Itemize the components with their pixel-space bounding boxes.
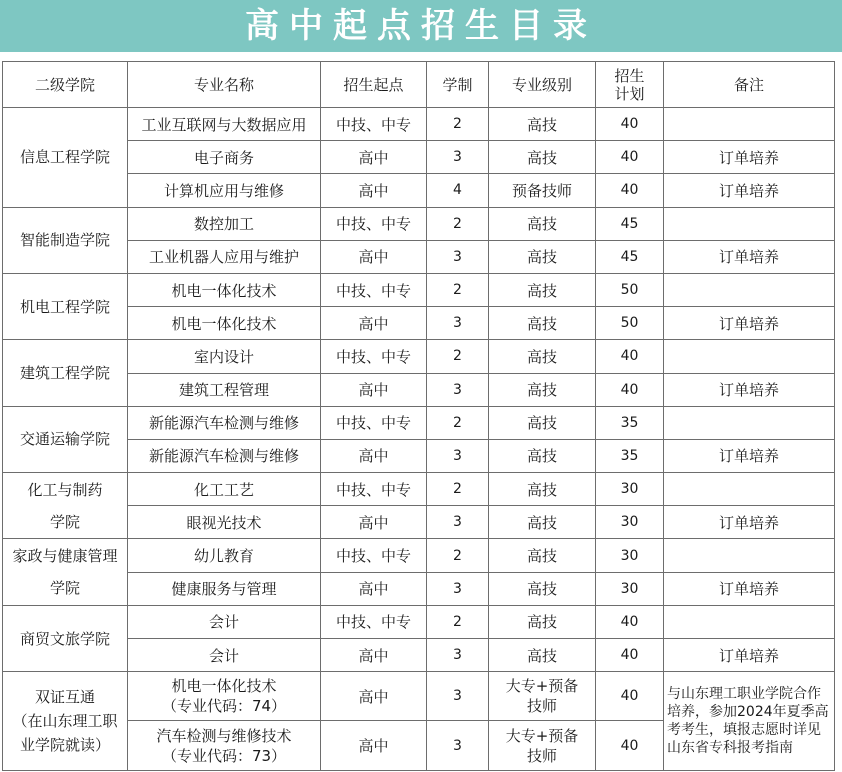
college-name bbox=[3, 340, 128, 406]
major-name: 会计 bbox=[128, 639, 321, 672]
major-level: 预备技师 bbox=[489, 174, 596, 207]
header-plan bbox=[596, 62, 664, 108]
major-level-line: 技师 bbox=[526, 746, 557, 765]
study-years: 3 bbox=[427, 639, 489, 672]
remark bbox=[664, 273, 835, 306]
remark bbox=[664, 473, 835, 506]
study-years: 2 bbox=[427, 340, 489, 373]
remark: 订单培养 bbox=[664, 572, 835, 605]
study-years: 4 bbox=[427, 174, 489, 207]
enroll-plan: 40 bbox=[596, 373, 664, 406]
major-level: 高技 bbox=[489, 108, 596, 141]
header-level: 专业级别 bbox=[489, 62, 596, 108]
table-row bbox=[3, 307, 835, 340]
major-name: 工业机器人应用与维护 bbox=[128, 240, 321, 273]
header-plan-line1: 招生 bbox=[614, 66, 645, 85]
header-row bbox=[3, 62, 835, 108]
major-level: 高技 bbox=[489, 307, 596, 340]
page-title: 高中起点招生目录 bbox=[245, 6, 597, 46]
major-level: 高技 bbox=[489, 506, 596, 539]
college-name bbox=[3, 273, 128, 339]
major-level: 高技 bbox=[489, 141, 596, 174]
major-name: 电子商务 bbox=[128, 141, 321, 174]
college-name-line: 建筑工程学院 bbox=[19, 364, 110, 382]
major-name: 计算机应用与维修 bbox=[128, 174, 321, 207]
enroll-start: 中技、中专 bbox=[321, 340, 427, 373]
enroll-start: 中技、中专 bbox=[321, 108, 427, 141]
study-years: 3 bbox=[427, 572, 489, 605]
major-name bbox=[128, 672, 321, 721]
remark bbox=[664, 108, 835, 141]
remark: 订单培养 bbox=[664, 240, 835, 273]
major-name-line: （专业代码：73） bbox=[161, 746, 287, 765]
college-name bbox=[3, 406, 128, 472]
enroll-start: 中技、中专 bbox=[321, 207, 427, 240]
major-level-line: 大专+预备 bbox=[505, 677, 579, 696]
enroll-plan: 30 bbox=[596, 473, 664, 506]
enroll-start: 高中 bbox=[321, 572, 427, 605]
enroll-start: 中技、中专 bbox=[321, 605, 427, 638]
table-row bbox=[3, 174, 835, 207]
remark: 订单培养 bbox=[664, 373, 835, 406]
remark: 订单培养 bbox=[664, 506, 835, 539]
remark: 订单培养 bbox=[664, 141, 835, 174]
major-level: 高技 bbox=[489, 373, 596, 406]
enroll-plan: 45 bbox=[596, 240, 664, 273]
table-row bbox=[3, 340, 835, 373]
table-row bbox=[3, 639, 835, 672]
study-years: 3 bbox=[427, 307, 489, 340]
table-row bbox=[3, 240, 835, 273]
major-level: 高技 bbox=[489, 207, 596, 240]
table-row bbox=[3, 273, 835, 306]
study-years: 3 bbox=[427, 141, 489, 174]
remark: 订单培养 bbox=[664, 174, 835, 207]
college-name-line: 双证互通 bbox=[34, 688, 95, 707]
major-name: 室内设计 bbox=[128, 340, 321, 373]
major-name: 幼儿教育 bbox=[128, 539, 321, 572]
major-name-line: 机电一体化技术 bbox=[171, 677, 277, 696]
enroll-start: 中技、中专 bbox=[321, 406, 427, 439]
enroll-plan: 50 bbox=[596, 273, 664, 306]
enroll-start: 中技、中专 bbox=[321, 473, 427, 506]
study-years: 2 bbox=[427, 207, 489, 240]
study-years: 3 bbox=[427, 373, 489, 406]
enroll-start: 高中 bbox=[321, 307, 427, 340]
table-row bbox=[3, 605, 835, 638]
major-level: 高技 bbox=[489, 406, 596, 439]
enroll-start: 高中 bbox=[321, 506, 427, 539]
college-name-line: 商贸文旅学院 bbox=[19, 629, 110, 648]
table-row bbox=[3, 141, 835, 174]
study-years: 3 bbox=[427, 240, 489, 273]
major-level: 高技 bbox=[489, 340, 596, 373]
study-years: 2 bbox=[427, 539, 489, 572]
college-name bbox=[3, 605, 128, 671]
college-name-line: 学院 bbox=[49, 512, 80, 531]
table-row bbox=[3, 539, 835, 572]
study-years: 3 bbox=[427, 672, 489, 721]
enrollment-table bbox=[2, 61, 835, 771]
table-row bbox=[3, 672, 835, 721]
remark bbox=[664, 406, 835, 439]
table-row bbox=[3, 108, 835, 141]
table-row bbox=[3, 506, 835, 539]
study-years: 2 bbox=[427, 605, 489, 638]
enroll-start: 高中 bbox=[321, 240, 427, 273]
remark: 与山东理工职业学院合作培养，参加2024年夏季高考考生，填报志愿时详见山东省专科报考指南 bbox=[664, 672, 835, 771]
header-start: 招生起点 bbox=[321, 62, 427, 108]
college-name-line: 交通运输学院 bbox=[19, 430, 110, 449]
major-level bbox=[489, 721, 596, 771]
major-level: 高技 bbox=[489, 473, 596, 506]
college-name-line: 智能制造学院 bbox=[19, 231, 110, 250]
major-level: 高技 bbox=[489, 639, 596, 672]
study-years: 2 bbox=[427, 273, 489, 306]
college-name-line: 业学院就读） bbox=[19, 736, 110, 755]
header-note: 备注 bbox=[664, 62, 835, 108]
study-years: 3 bbox=[427, 506, 489, 539]
enroll-plan: 40 bbox=[596, 605, 664, 638]
college-name-line: 化工与制药 bbox=[27, 480, 103, 499]
remark: 订单培养 bbox=[664, 439, 835, 472]
enroll-plan: 40 bbox=[596, 174, 664, 207]
enroll-start: 高中 bbox=[321, 373, 427, 406]
major-level-line: 大专+预备 bbox=[505, 726, 579, 745]
enroll-start: 中技、中专 bbox=[321, 273, 427, 306]
college-name-line: （在山东理工职 bbox=[12, 712, 118, 731]
study-years: 2 bbox=[427, 406, 489, 439]
enroll-start: 高中 bbox=[321, 639, 427, 672]
major-name: 建筑工程管理 bbox=[128, 373, 321, 406]
remark bbox=[664, 340, 835, 373]
enroll-plan: 40 bbox=[596, 108, 664, 141]
major-level-line: 技师 bbox=[526, 697, 557, 716]
college-name bbox=[3, 539, 128, 605]
enroll-start: 高中 bbox=[321, 174, 427, 207]
college-name-line: 学院 bbox=[49, 579, 80, 598]
college-name bbox=[3, 473, 128, 539]
header-major: 专业名称 bbox=[128, 62, 321, 108]
enroll-start: 高中 bbox=[321, 141, 427, 174]
major-level: 高技 bbox=[489, 273, 596, 306]
enroll-plan: 35 bbox=[596, 439, 664, 472]
enroll-plan: 35 bbox=[596, 406, 664, 439]
college-name bbox=[3, 207, 128, 273]
enroll-start: 高中 bbox=[321, 672, 427, 721]
college-name-line: 家政与健康管理 bbox=[12, 547, 118, 566]
table-row bbox=[3, 473, 835, 506]
remark bbox=[664, 605, 835, 638]
remark bbox=[664, 207, 835, 240]
table-row bbox=[3, 207, 835, 240]
major-level: 高技 bbox=[489, 605, 596, 638]
table-row bbox=[3, 406, 835, 439]
header-college: 二级学院 bbox=[3, 62, 128, 108]
study-years: 2 bbox=[427, 473, 489, 506]
title-banner bbox=[0, 0, 842, 52]
major-name: 化工工艺 bbox=[128, 473, 321, 506]
major-name-line: 汽车检测与维修技术 bbox=[156, 726, 292, 745]
major-name: 眼视光技术 bbox=[128, 506, 321, 539]
major-name: 新能源汽车检测与维修 bbox=[128, 439, 321, 472]
major-level: 高技 bbox=[489, 439, 596, 472]
table-body bbox=[3, 108, 835, 771]
enroll-plan: 30 bbox=[596, 539, 664, 572]
enroll-plan: 30 bbox=[596, 572, 664, 605]
enroll-plan: 30 bbox=[596, 506, 664, 539]
enroll-plan: 40 bbox=[596, 672, 664, 721]
table-row bbox=[3, 439, 835, 472]
major-level: 高技 bbox=[489, 539, 596, 572]
enroll-plan: 40 bbox=[596, 141, 664, 174]
remark: 订单培养 bbox=[664, 307, 835, 340]
major-name: 机电一体化技术 bbox=[128, 273, 321, 306]
major-name: 健康服务与管理 bbox=[128, 572, 321, 605]
major-name: 机电一体化技术 bbox=[128, 307, 321, 340]
header-plan-line2: 计划 bbox=[614, 84, 645, 103]
enroll-start: 高中 bbox=[321, 721, 427, 771]
study-years: 3 bbox=[427, 439, 489, 472]
study-years: 3 bbox=[427, 721, 489, 771]
table-row bbox=[3, 572, 835, 605]
major-name: 新能源汽车检测与维修 bbox=[128, 406, 321, 439]
remark: 订单培养 bbox=[664, 639, 835, 672]
college-name-line: 机电工程学院 bbox=[19, 297, 110, 316]
college-name bbox=[3, 108, 128, 208]
major-level: 高技 bbox=[489, 572, 596, 605]
major-name: 会计 bbox=[128, 605, 321, 638]
header-years: 学制 bbox=[427, 62, 489, 108]
enroll-plan: 45 bbox=[596, 207, 664, 240]
major-name bbox=[128, 721, 321, 771]
major-level: 高技 bbox=[489, 240, 596, 273]
major-name: 数控加工 bbox=[128, 207, 321, 240]
enroll-plan: 40 bbox=[596, 721, 664, 771]
college-name bbox=[3, 672, 128, 771]
major-name-line: （专业代码：74） bbox=[161, 697, 287, 716]
remark bbox=[664, 539, 835, 572]
study-years: 2 bbox=[427, 108, 489, 141]
enroll-start: 中技、中专 bbox=[321, 539, 427, 572]
college-name-line: 信息工程学院 bbox=[19, 148, 110, 167]
major-level bbox=[489, 672, 596, 721]
enroll-plan: 40 bbox=[596, 639, 664, 672]
major-name: 工业互联网与大数据应用 bbox=[128, 108, 321, 141]
enroll-plan: 40 bbox=[596, 340, 664, 373]
table-row bbox=[3, 373, 835, 406]
enroll-start: 高中 bbox=[321, 439, 427, 472]
enroll-plan: 50 bbox=[596, 307, 664, 340]
